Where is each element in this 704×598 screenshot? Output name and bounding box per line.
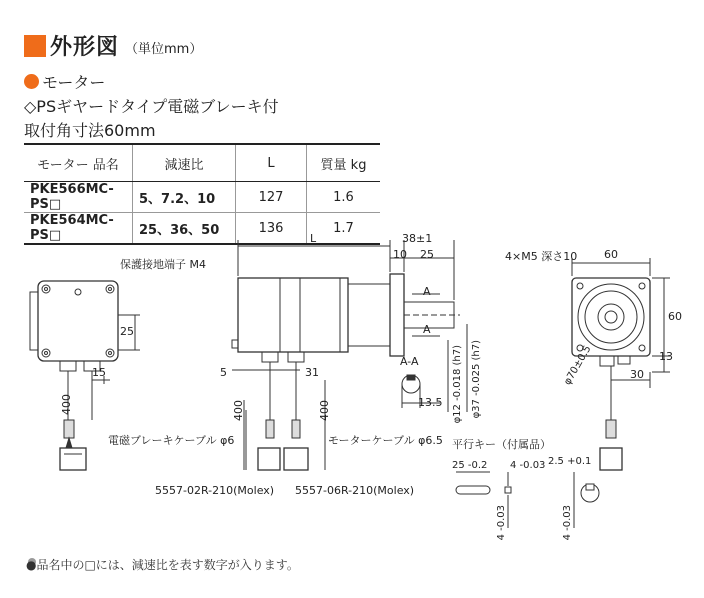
gear-heading: ◇PSギヤードタイプ電磁ブレーキ付 <box>24 97 279 116</box>
dim-15: 15 <box>92 366 106 379</box>
dim-25-rear: 25 <box>120 325 134 338</box>
cell-L: 127 <box>236 182 307 213</box>
ground-terminal-label: 保護接地端子 M4 <box>120 258 206 271</box>
dim-13: 13 <box>659 350 673 363</box>
dim-400-rear: 400 <box>60 394 73 415</box>
dim-38: 38±1 <box>402 232 433 245</box>
dim-25: 25 <box>420 248 434 261</box>
motor-cable-label: モーターケーブル φ6.5 <box>328 434 443 447</box>
dim-13-5: 13.5 <box>418 396 443 409</box>
connector-motor-label: 5557-06R-210(Molex) <box>295 484 415 497</box>
dim-400-motor: 400 <box>318 400 331 421</box>
cell-ratio: 5、7.2、10 <box>133 182 236 213</box>
front-view <box>572 258 670 470</box>
dim-10: 10 <box>393 248 407 261</box>
col-header-ratio: 減速比 <box>133 144 236 182</box>
parallel-key <box>456 472 599 528</box>
key-dim-2-5: 2.5 +0.1 <box>548 456 592 467</box>
section-mark-a2: A <box>423 323 431 336</box>
holes-label: 4×M5 深さ10 <box>505 250 578 263</box>
section-mark-a1: A <box>423 285 431 298</box>
dim-L: L <box>310 232 317 245</box>
cell-model: PKE564MC-PS□ <box>24 213 133 245</box>
unit-note: （単位mm） <box>125 42 203 57</box>
dim-5: 5 <box>220 366 227 379</box>
key-dim-4c: 4 -0.03 <box>562 505 573 541</box>
section-title: 外形図 <box>50 35 120 60</box>
connector-brake-label: 5557-02R-210(Molex) <box>155 484 275 497</box>
cell-ratio: 25、36、50 <box>133 213 236 245</box>
motor-heading: モーター <box>24 70 105 93</box>
cell-mass: 1.7 <box>307 213 381 245</box>
cell-mass: 1.6 <box>307 182 381 213</box>
key-dim-4b: 4 -0.03 <box>496 505 507 541</box>
col-header-mass: 質量 kg <box>307 144 381 182</box>
dim-pcd: φ70±0.5 <box>562 343 594 388</box>
dim-60-height: 60 <box>668 310 682 323</box>
cell-model: PKE566MC-PS□ <box>24 182 133 213</box>
dim-400-brake: 400 <box>232 400 245 421</box>
key-dim-4a: 4 -0.03 <box>510 460 546 471</box>
col-header-model: モーター 品名 <box>24 144 133 182</box>
key-dim-25: 25 -0.2 <box>452 460 488 471</box>
footnote: ●品名中の□には、減速比を表す数字が入ります。 <box>26 558 299 572</box>
dim-shaft: φ12 -0.018 (h7) <box>452 345 463 424</box>
dim-31: 31 <box>305 366 319 379</box>
cell-L: 136 <box>236 213 307 245</box>
brake-cable-label: 電磁ブレーキケーブル φ6 <box>108 434 235 447</box>
dim-60-width: 60 <box>604 248 618 261</box>
dim-30: 30 <box>630 368 644 381</box>
mount-size: 取付角寸法60mm <box>24 121 156 140</box>
key-title: 平行キー（付属品） <box>452 438 551 451</box>
dim-pilot: φ37 -0.025 (h7) <box>471 340 482 419</box>
col-header-L: L <box>236 144 307 182</box>
section-aa-label: A-A <box>400 355 419 368</box>
